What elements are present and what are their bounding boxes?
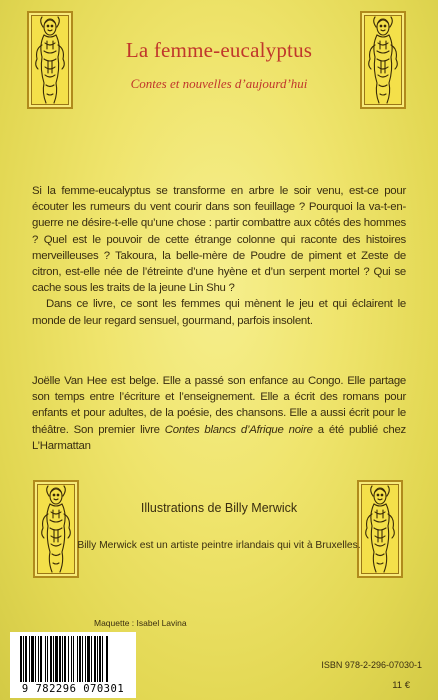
first-book-title: Contes blancs d’Afrique noire bbox=[164, 423, 313, 436]
book-title: La femme-eucalyptus bbox=[125, 38, 313, 62]
barcode-bar bbox=[31, 636, 34, 682]
author-bio-text: Joëlle Van Hee est belge. Elle a passé son enfance au Congo. Elle partage son temps entre l’écriture et l’enseignement. Elle a écrit des romans pour enfants et pour adultes, de la poésie, des chansons. Elle a aussi écrit pour le théâtre. Son premier livre bbox=[32, 375, 406, 436]
barcode-bar bbox=[87, 636, 90, 682]
barcode bbox=[10, 632, 136, 698]
author-bio bbox=[32, 373, 406, 454]
barcode-bars bbox=[20, 636, 130, 682]
barcode-bar bbox=[106, 636, 108, 682]
barcode-bar bbox=[99, 636, 101, 682]
barcode-bar bbox=[20, 636, 22, 682]
price: 11 € bbox=[392, 680, 410, 691]
barcode-bar bbox=[45, 636, 46, 682]
barcode-bar bbox=[68, 636, 69, 682]
barcode-bar bbox=[53, 636, 54, 682]
author-bio-text-end: a été publié chez L’Harmattan bbox=[32, 423, 406, 452]
barcode-bar bbox=[77, 636, 78, 682]
barcode-bar bbox=[97, 636, 98, 682]
barcode-bar bbox=[35, 636, 36, 682]
synopsis-paragraph: Dans ce livre, ce sont les femmes qui mènent le jeu et qui éclairent le monde de leur regard sensuel, gourmand, parfois insolent. bbox=[32, 298, 406, 327]
woman-tree-illustration-icon bbox=[357, 480, 403, 578]
barcode-bar bbox=[38, 636, 39, 682]
layout-credit: Maquette : Isabel Lavina bbox=[94, 618, 187, 628]
synopsis bbox=[32, 183, 406, 329]
isbn: ISBN 978-2-296-07030-1 bbox=[321, 660, 422, 670]
illustrator-bio: Billy Merwick est un artiste peintre irlandais qui vit à Bruxelles. bbox=[77, 540, 361, 551]
barcode-bar bbox=[62, 636, 63, 682]
barcode-bar bbox=[29, 636, 30, 682]
barcode-bar bbox=[40, 636, 42, 682]
barcode-bar bbox=[23, 636, 24, 682]
woman-tree-drawing bbox=[361, 484, 399, 574]
barcode-bar bbox=[55, 636, 58, 682]
barcode-bar bbox=[47, 636, 48, 682]
barcode-bar bbox=[82, 636, 83, 682]
barcode-bar bbox=[85, 636, 86, 682]
book-subtitle: Contes et nouvelles d’aujourd’hui bbox=[130, 76, 308, 91]
barcode-bar bbox=[102, 636, 103, 682]
woman-tree-drawing bbox=[37, 484, 75, 574]
synopsis-paragraph: Si la femme-eucalyptus se transforme en arbre le soir venu, est-ce pour écouter les rumeurs du vent courir dans son feuillage ? Pourquoi la va-t-en-guerre ne désire-t-elle qu’une chose : partir combattre aux côtés des hommes ? Quel est le pouvoir de cette étrange colonne qui raconte des histoires merveilleuses ? Takoura, la belle-mère de Poudre de piment et Zeste de citron, est-elle née de l’étreinte d’une hyène et d’un serpent mortel ? Qui se cache sous les traits de la jeune Lin Shu ? bbox=[32, 185, 406, 295]
woman-tree-illustration-icon bbox=[33, 480, 79, 578]
barcode-bar bbox=[64, 636, 66, 682]
barcode-bar bbox=[71, 636, 72, 682]
barcode-bar bbox=[59, 636, 61, 682]
barcode-bar bbox=[94, 636, 96, 682]
barcode-bar bbox=[73, 636, 74, 682]
illustrator-heading: Illustrations de Billy Merwick bbox=[140, 501, 298, 515]
barcode-bar bbox=[50, 636, 52, 682]
barcode-bar bbox=[91, 636, 92, 682]
barcode-bar bbox=[79, 636, 81, 682]
barcode-number: 9 782296 070301 bbox=[21, 683, 125, 695]
barcode-bar bbox=[25, 636, 27, 682]
